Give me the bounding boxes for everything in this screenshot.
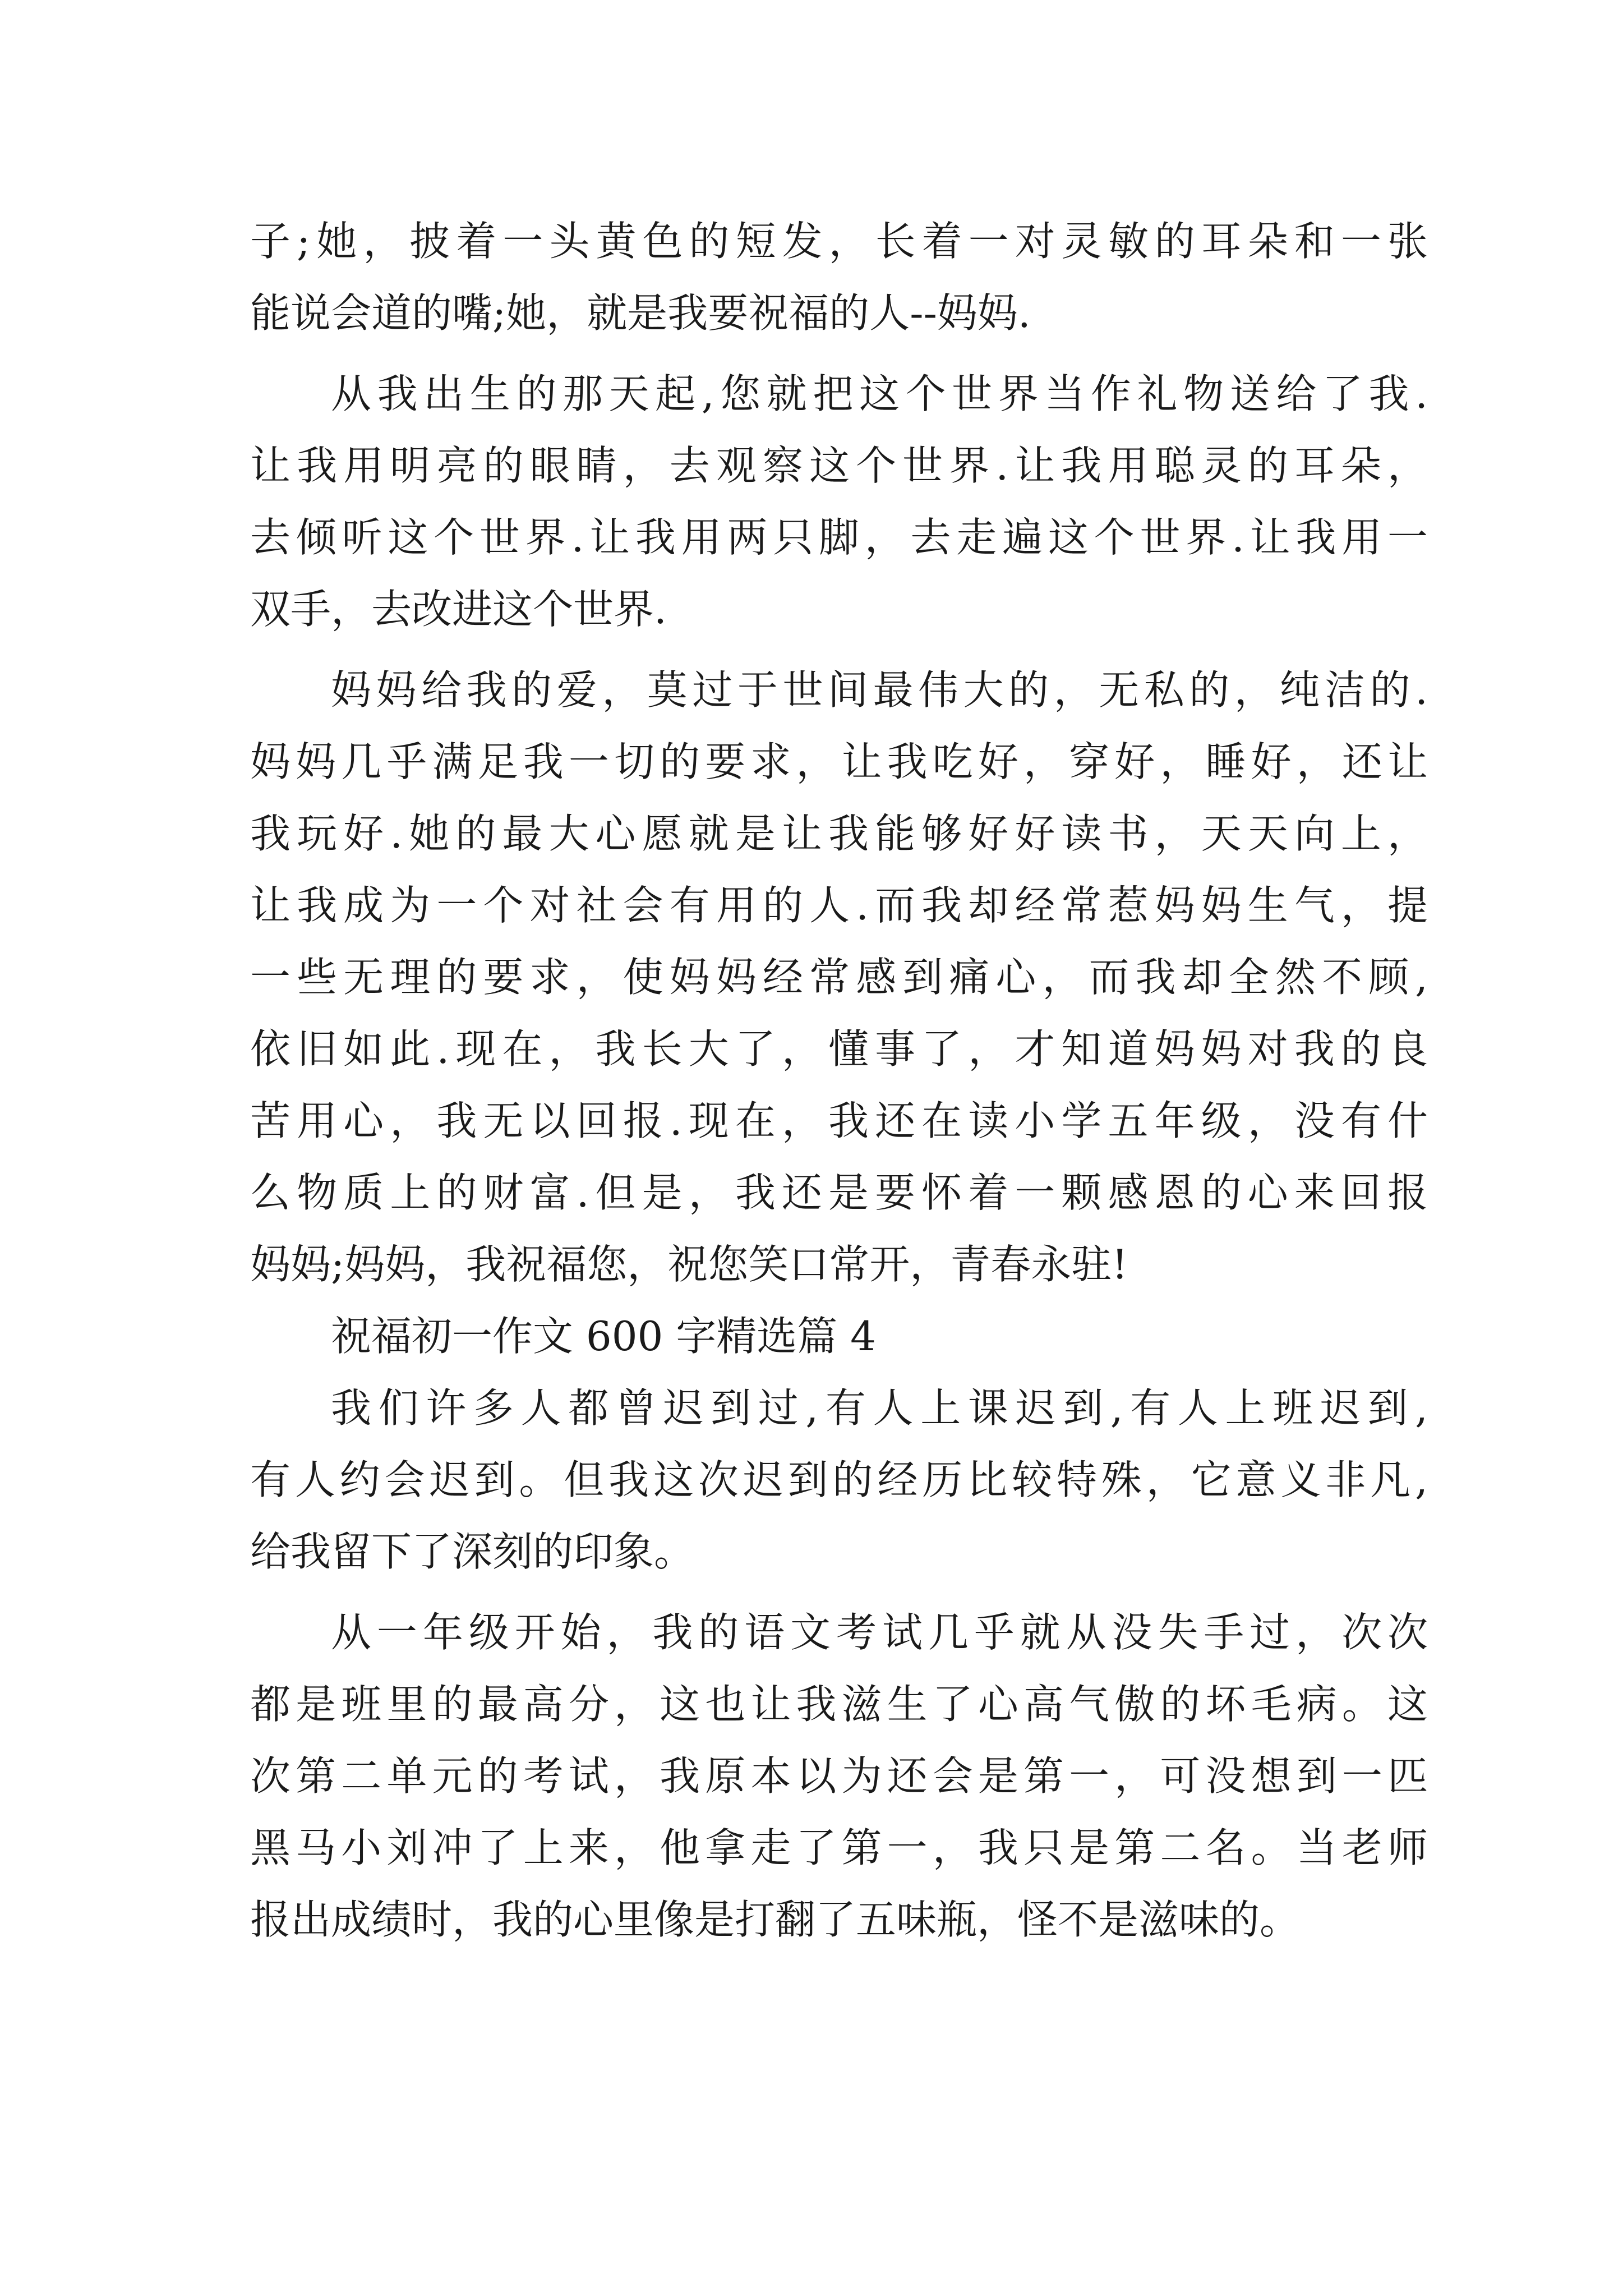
text-line: 能说会道的嘴;她，就是我要祝福的人--妈妈. [250,289,1031,337]
text-line: 妈妈;妈妈，我祝福您，祝您笑口常开，青春永驻! [250,1241,1128,1288]
paragraph [250,358,1428,645]
text-line: 么物质上的财富.但是，我还是要怀着一颗感恩的心来回报 [250,1169,1428,1216]
paragraph [250,654,1428,1300]
text-line: 给我留下了深刻的印象。 [250,1528,695,1575]
text-line: 我们许多人都曾迟到过,有人上课迟到,有人上班迟到, [331,1384,1428,1432]
text-line: 依旧如此.现在，我长大了，懂事了，才知道妈妈对我的良 [250,1025,1428,1073]
text-line: 一些无理的要求，使妈妈经常感到痛心，而我却全然不顾, [250,954,1428,1001]
text-line: 有人约会迟到。但我这次迟到的经历比较特殊，它意义非凡, [250,1456,1428,1503]
text-line: 去倾听这个世界.让我用两只脚，去走遍这个世界.让我用一 [250,514,1428,561]
text-line: 次第二单元的考试，我原本以为还会是第一，可没想到一匹 [250,1752,1428,1800]
text-line: 子;她，披着一头黄色的短发，长着一对灵敏的耳朵和一张 [250,218,1428,265]
text-line: 从一年级开始，我的语文考试几乎就从没失手过，次次 [331,1609,1428,1656]
text-line: 让我成为一个对社会有用的人.而我却经常惹妈妈生气，提 [250,882,1428,929]
text-line: 黑马小刘冲了上来，他拿走了第一，我只是第二名。当老师 [250,1824,1428,1871]
paragraph [250,1596,1428,1955]
text-line: 妈妈给我的爱，莫过于世间最伟大的，无私的，纯洁的. [331,666,1428,714]
text-line: 从我出生的那天起,您就把这个世界当作礼物送给了我. [331,370,1428,417]
section-heading: 祝福初一作文 600 字精选篇 4 [331,1313,876,1360]
text-line: 我玩好.她的最大心愿就是让我能够好好读书，天天向上， [250,810,1428,857]
text-line: 苦用心，我无以回报.现在，我还在读小学五年级，没有什 [250,1097,1428,1144]
text-line: 都是班里的最高分，这也让我滋生了心高气傲的坏毛病。这 [250,1681,1428,1728]
document-body [250,205,1428,1955]
text-line: 双手，去改进这个世界. [250,586,667,633]
text-line: 让我用明亮的眼睛，去观察这个世界.让我用聪灵的耳朵， [250,442,1428,489]
paragraph [250,205,1428,349]
text-line: 报出成绩时，我的心里像是打翻了五味瓶，怪不是滋味的。 [250,1896,1301,1943]
paragraph [250,1372,1428,1588]
text-line: 妈妈几乎满足我一切的要求，让我吃好，穿好，睡好，还让 [250,738,1428,785]
